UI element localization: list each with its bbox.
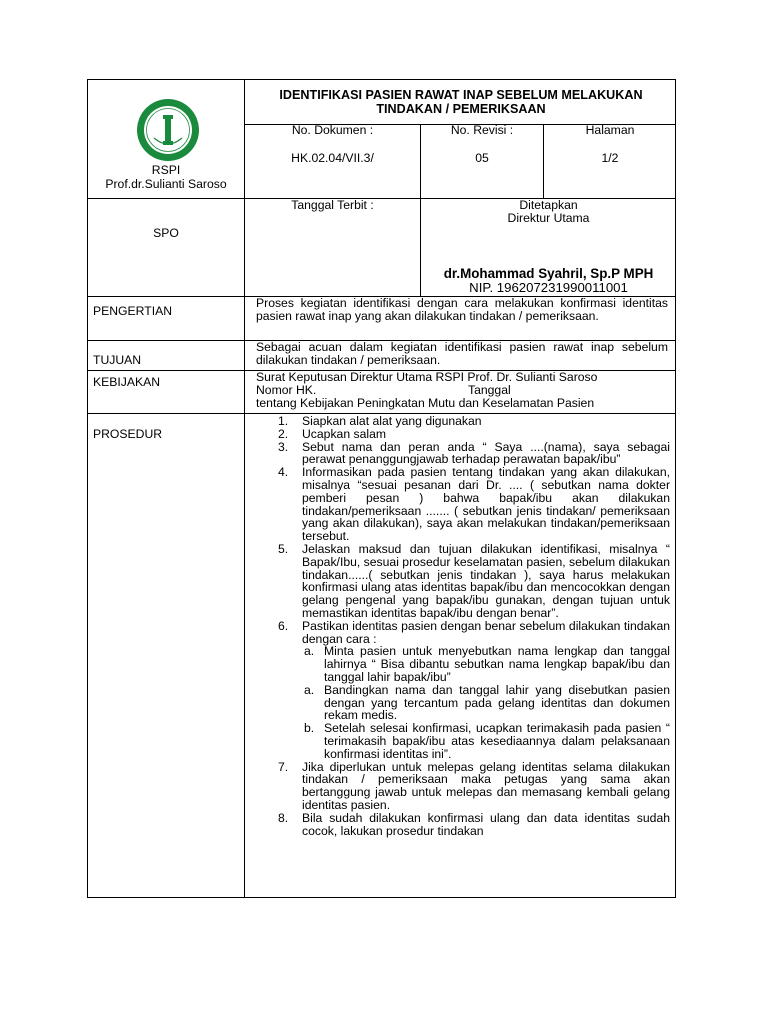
revision-label: No. Revisi : [450,123,514,137]
list-item [278,620,670,646]
hospital-logo-icon [136,98,200,162]
item-number: 6. [278,618,289,633]
prosedur-label: PROSEDUR [93,427,163,441]
kebijakan-label: KEBIJAKAN [93,375,161,389]
approved-label: Ditetapkan [519,198,578,212]
item-text: Informasikan pada pasien tentang tindakan yang akan dilakukan, misalnya “sesuai pesanan dari Dr. .... ( sebutkan nama dokter pemberi pesan ) bahwa bapak/ibu akan dilakukan tindakan/pemeriksaan ....... ( sebutkan jenis tindakan/ pemeriksaan yang akan dilakukan), saya akan melakukan tindakan/pemeriksaan tersebut. [302,465,670,544]
sub-list-item [278,645,670,683]
tujuan-label: TUJUAN [93,353,142,367]
item-number: 2. [278,426,289,441]
item-text: Sebut nama dan peran anda “ Saya ....(nama), saya sebagai perawat penanggungjawab terhadap perawatan bapak/ibu” [302,439,670,467]
pengertian-label: PENGERTIAN [93,304,173,318]
kebijakan-tanggal: Tanggal [468,383,511,397]
item-text: Bandingkan nama dan tanggal lahir yang disebutkan pasien dengan yang tercantum pada gelang identitas dan dokumen rekam medis. [324,682,670,723]
doc-no-label: No. Dokumen : [291,123,374,137]
list-item [278,543,670,620]
list-item [278,812,670,838]
pengertian-text: Proses kegiatan identifikasi dengan cara melakukan konfirmasi identitas pasien rawat inap yang akan dilakukan tindakan / pemeriksaan. [256,296,668,323]
item-text: Jika diperlukan untuk melepas gelang identitas selama dilakukan tindakan / pemeriksaan maka petugas yang sama akan bertanggung jawab untuk melepas dan memasang kembali gelang identitas pasien. [302,759,670,812]
kebijakan-nomor: Nomor HK. [256,383,317,397]
item-text: Bila sudah dilakukan konfirmasi ulang dan data identitas sudah cocok, lakukan prosedur tindakan [302,810,670,838]
item-number: 5. [278,541,289,556]
item-text: Setelah selesai konfirmasi, ucapkan terimakasih pada pasien “ terimakasih bapak/ibu atas kesediaannya dalam pelaksanaan konfirmasi identitas ini”. [324,721,670,761]
item-number: 3. [278,439,289,454]
item-text: Jelaskan maksud dan tujuan dilakukan identifikasi, misalnya “ Bapak/Ibu, sesuai prosedur keselamatan pasien, sebelum dilakukan tindakan......( sebutkan jenis tindakan ), saya harus melakukan konfirmasi ulang atas identitas bapak/ibu dan mencocokkan dengan gelang pengenal yang bapak/ibu gunakan, dengan tujuan untuk memastikan identitas bapak/ibu dengan benar”. [302,541,670,620]
sub-list-item [278,722,670,760]
page-label: Halaman [585,123,635,137]
list-item [278,441,670,467]
item-number: a. [304,644,315,659]
item-text: Minta pasien untuk menyebutkan nama lengkap dan tanggal lahirnya “ Bisa dibantu sebutkan nama lengkap bapak/ibu dan tanggal lahir bapak/ibu” [324,644,670,684]
kebijakan-line1: Surat Keputusan Direktur Utama RSPI Prof. Dr. Sulianti Saroso [256,370,598,384]
sub-list-item [278,684,670,722]
page-value: 1/2 [601,151,619,165]
item-text: Siapkan alat alat yang digunakan [302,414,482,428]
prosedur-list [278,415,670,837]
spo-document [87,79,676,898]
signer-nip: NIP. 196207231990011001 [469,280,628,295]
item-number: 1. [278,414,289,428]
doc-no-value: HK.02.04/VII.3/ [291,151,374,165]
item-number: b. [304,721,315,736]
item-number: 8. [278,810,289,825]
issue-date-label: Tanggal Terbit : [291,198,374,212]
item-number: 7. [278,759,289,774]
item-number: 4. [278,465,289,480]
kebijakan-line3: tentang Kebijakan Peningkatan Mutu dan Keselamatan Pasien [256,396,595,410]
item-text: Pastikan identitas pasien dengan benar sebelum dilakukan tindakan dengan cara : [302,618,670,646]
revision-value: 05 [475,151,489,165]
item-text: Ucapkan salam [302,426,386,441]
tujuan-text: Sebagai acuan dalam kegiatan identifikasi pasien rawat inap sebelum dilakukan tindakan / pemeriksaan. [256,340,668,367]
item-number: a. [304,682,315,697]
list-item [278,761,670,812]
document-title: IDENTIFIKASI PASIEN RAWAT INAP SEBELUM MELAKUKAN TINDAKAN / PEMERIKSAAN [279,88,643,116]
hospital-name: Prof.dr.Sulianti Saroso [105,177,227,191]
director-label: Direktur Utama [507,211,590,225]
logo-text: RSPI [151,163,181,177]
list-item [278,466,670,543]
signer-name: dr.Mohammad Syahril, Sp.P MPH [443,266,654,281]
spo-label: SPO [153,226,179,240]
